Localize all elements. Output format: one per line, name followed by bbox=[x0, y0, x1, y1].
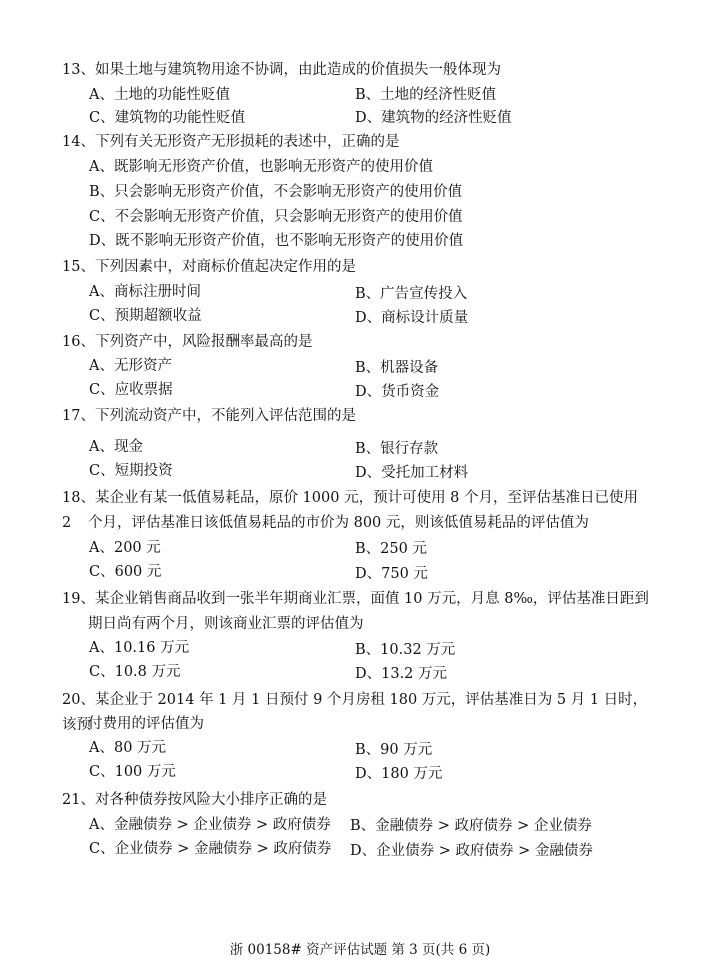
option-a: A、土地的功能性贬值 bbox=[89, 87, 230, 103]
question-16 bbox=[62, 330, 650, 355]
question-19 bbox=[62, 587, 650, 612]
option-b: B、90 万元 bbox=[355, 742, 433, 758]
option-d: D、企业债券 > 政府债券 > 金融债券 bbox=[350, 843, 593, 859]
option-b: B、广告宣传投入 bbox=[355, 286, 468, 302]
option-b: B、10.32 万元 bbox=[355, 642, 456, 658]
question-stem: 下列因素中，对商标价值起决定作用的是 bbox=[94, 259, 356, 275]
option-b: B、银行存款 bbox=[355, 441, 439, 457]
option-d: D、既不影响无形资产价值，也不影响无形资产的使用价值 bbox=[89, 233, 464, 249]
option-b: B、机器设备 bbox=[355, 360, 439, 376]
option-c: C、10.8 万元 bbox=[89, 664, 181, 680]
question-stem: 下列流动资产中，不能列入评估范围的是 bbox=[94, 408, 356, 424]
question-14 bbox=[62, 130, 650, 155]
option-b: B、只会影响无形资产价值，不会影响无形资产的使用价值 bbox=[89, 184, 463, 200]
option-a: A、现金 bbox=[89, 439, 143, 455]
question-stem: 某企业有某一低值易耗品，原价 1000 元，预计可使用 8 个月，至评估基准日已使用 2 bbox=[62, 490, 639, 531]
question-stem: 某企业于 2014 年 1 月 1 日预付 9 个月房租 180 万元，评估基准日为 5 月 1 日时，该预 bbox=[62, 692, 648, 733]
option-a: A、金融债券 > 企业债券 > 政府债券 bbox=[89, 817, 331, 833]
question-stem: 如果土地与建筑物用途不协调，由此造成的价值损失一般体现为 bbox=[94, 62, 501, 78]
question-17 bbox=[62, 404, 650, 429]
option-a: A、80 万元 bbox=[89, 740, 167, 756]
option-d: D、13.2 万元 bbox=[355, 666, 448, 682]
option-b: B、土地的经济性贬值 bbox=[355, 87, 497, 103]
option-c: C、预期超额收益 bbox=[89, 308, 202, 324]
question-stem-continued: 个月，评估基准日该低值易耗品的市价为 800 元，则该低值易耗品的评估值为 bbox=[88, 515, 589, 531]
option-b: B、金融债券 > 政府债券 > 企业债券 bbox=[350, 818, 592, 834]
page-footer: 浙 00158# 资产评估试题 第 3 页(共 6 页) bbox=[229, 942, 491, 958]
option-a: A、10.16 万元 bbox=[89, 640, 190, 656]
option-d: D、建筑物的经济性贬值 bbox=[355, 110, 512, 126]
option-d: D、750 元 bbox=[355, 566, 428, 582]
option-a: A、商标注册时间 bbox=[89, 284, 201, 300]
option-d: D、货币资金 bbox=[355, 384, 440, 400]
question-stem: 对各种债券按风险大小排序正确的是 bbox=[94, 792, 327, 808]
question-21 bbox=[62, 788, 650, 813]
option-b: B、250 元 bbox=[355, 541, 427, 557]
option-c: C、应收票据 bbox=[89, 382, 173, 398]
question-number: 16、 bbox=[62, 334, 95, 350]
option-a: A、无形资产 bbox=[89, 358, 172, 374]
question-15 bbox=[62, 255, 650, 280]
option-d: D、受托加工材料 bbox=[355, 465, 469, 481]
question-number: 13、 bbox=[62, 62, 95, 78]
question-stem: 下列有关无形资产无形损耗的表述中，正确的是 bbox=[94, 134, 400, 150]
question-stem: 下列资产中，风险报酬率最高的是 bbox=[94, 334, 313, 350]
question-number: 14、 bbox=[62, 134, 95, 150]
option-c: C、企业债券 > 金融债券 > 政府债券 bbox=[89, 841, 332, 857]
option-c: C、短期投资 bbox=[89, 463, 173, 479]
question-number: 19、 bbox=[62, 591, 95, 607]
question-stem: 某企业销售商品收到一张半年期商业汇票，面值 10 万元，月息 8‰，评估基准日距到 bbox=[94, 591, 649, 607]
question-stem-continued: 期日尚有两个月，则该商业汇票的评估值为 bbox=[88, 616, 364, 632]
option-d: D、180 万元 bbox=[355, 766, 443, 782]
option-c: C、600 元 bbox=[89, 564, 162, 580]
option-c: C、100 万元 bbox=[89, 764, 176, 780]
option-c: C、不会影响无形资产价值，只会影响无形资产的使用价值 bbox=[89, 209, 463, 225]
question-number: 21、 bbox=[62, 792, 95, 808]
option-a: A、200 元 bbox=[89, 540, 161, 556]
question-number: 17、 bbox=[62, 408, 95, 424]
option-c: C、建筑物的功能性贬值 bbox=[89, 110, 246, 126]
question-13 bbox=[62, 58, 650, 83]
question-stem-continued: 付费用的评估值为 bbox=[88, 716, 204, 732]
option-d: D、商标设计质量 bbox=[355, 310, 469, 326]
question-number: 20、 bbox=[62, 692, 95, 708]
question-number: 15、 bbox=[62, 259, 95, 275]
question-number: 18、 bbox=[62, 490, 95, 506]
option-a: A、既影响无形资产价值，也影响无形资产的使用价值 bbox=[89, 159, 433, 175]
